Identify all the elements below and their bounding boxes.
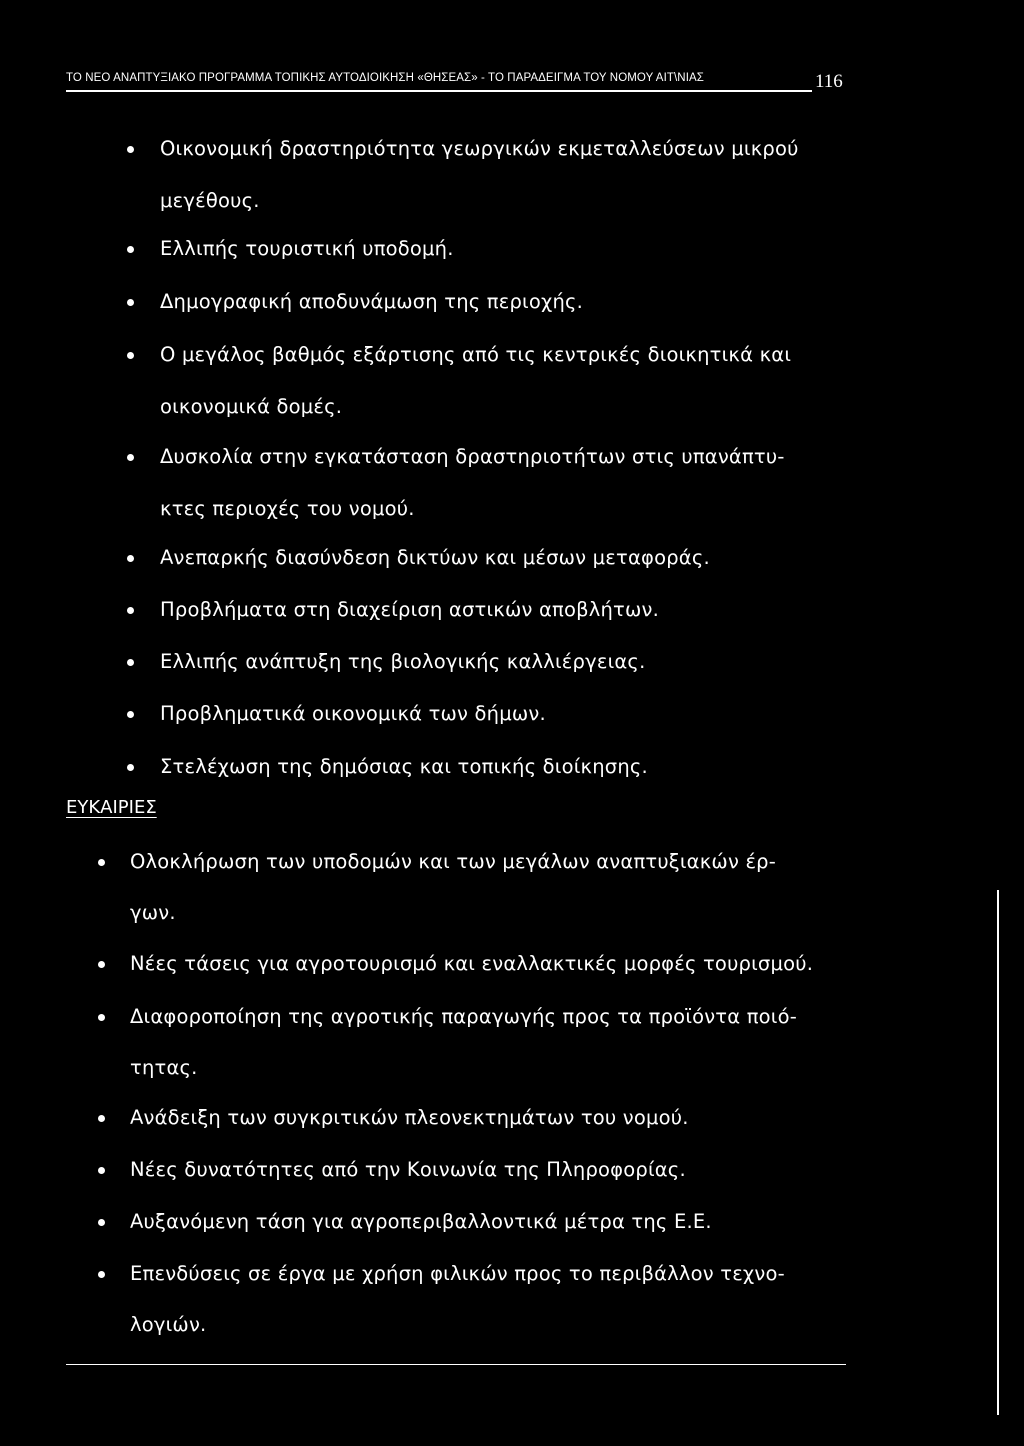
- list-item-line: Προβληματικά οικονομικά των δήμων.: [160, 702, 546, 725]
- running-header: ΤΟ ΝΕΟ ΑΝΑΠΤΥΞΙΑΚΟ ΠΡΟΓΡΑΜΜΑ ΤΟΠΙΚΗΣ ΑΥΤΟΔΙΟΙΚΗΣΗ «ΘΗΣΕΑΣ» - ΤΟ ΠΑΡΑΔΕΙΓΜΑ ΤΟΥ ΝΟΜΟΥ ΑΙΤ\ΝΙΑΣ: [66, 66, 812, 92]
- bullet-icon: [127, 146, 134, 153]
- bullet-icon: [127, 711, 134, 718]
- list-item-line: Στελέχωση της δημόσιας και τοπικής διοίκησης.: [160, 755, 648, 778]
- margin-rule: [997, 890, 999, 1415]
- list-item-line: Διαφοροποίηση της αγροτικής παραγωγής προς τα προϊόντα ποιό-: [130, 1005, 797, 1028]
- bullet-icon: [127, 454, 134, 461]
- list-item-line: Ανεπαρκής διασύνδεση δικτύων και μέσων μεταφοράς.: [160, 546, 710, 569]
- list-item-line: μεγέθους.: [160, 189, 260, 212]
- bullet-icon: [127, 555, 134, 562]
- bullet-icon: [98, 859, 105, 866]
- bullet-icon: [127, 299, 134, 306]
- bullet-icon: [127, 607, 134, 614]
- list-item-line: οικονομικά δομές.: [160, 395, 343, 418]
- bullet-icon: [98, 1014, 105, 1021]
- list-item-line: Επενδύσεις σε έργα με χρήση φιλικών προς το περιβάλλον τεχνο-: [130, 1262, 785, 1285]
- list-item-line: Ο μεγάλος βαθμός εξάρτισης από τις κεντρικές διοικητικά και: [160, 343, 792, 366]
- list-item-line: Δημογραφική αποδυνάμωση της περιοχής.: [160, 290, 584, 313]
- bullet-icon: [98, 961, 105, 968]
- list-item-line: Νέες τάσεις για αγροτουρισμό και εναλλακτικές μορφές τουρισμού.: [130, 952, 814, 975]
- bullet-icon: [127, 659, 134, 666]
- list-item-line: Δυσκολία στην εγκατάσταση δραστηριοτήτων στις υπανάπτυ-: [160, 445, 785, 468]
- list-item-line: Προβλήματα στη διαχείριση αστικών αποβλήτων.: [160, 598, 659, 621]
- bullet-icon: [127, 764, 134, 771]
- list-item-line: Αυξανόμενη τάση για αγροπεριβαλλοντικά μέτρα της Ε.Ε.: [130, 1210, 712, 1233]
- list-item-line: Ολοκλήρωση των υποδομών και των μεγάλων αναπτυξιακών έρ-: [130, 850, 776, 873]
- bullet-icon: [98, 1115, 105, 1122]
- list-item-line: γων.: [130, 901, 176, 924]
- list-item-line: λογιών.: [130, 1313, 207, 1336]
- bullet-icon: [98, 1167, 105, 1174]
- section-heading-opportunities: ΕΥΚΑΙΡΙΕΣ: [66, 797, 157, 818]
- list-item-line: Νέες δυνατότητες από την Κοινωνία της Πληροφορίας.: [130, 1158, 686, 1181]
- list-item-line: Οικονομική δραστηριότητα γεωργικών εκμεταλλεύσεων μικρού: [160, 137, 799, 160]
- bullet-icon: [127, 352, 134, 359]
- list-item-line: κτες περιοχές του νομού.: [160, 497, 415, 520]
- bottom-rule: [66, 1364, 846, 1365]
- bullet-icon: [127, 246, 134, 253]
- list-item-line: Ελλιπής τουριστική υποδομή.: [160, 237, 454, 260]
- list-item-line: τητας.: [130, 1056, 198, 1079]
- list-item-line: Ανάδειξη των συγκριτικών πλεονεκτημάτων του νομού.: [130, 1106, 689, 1129]
- list-item-line: Ελλιπής ανάπτυξη της βιολογικής καλλιέργειας.: [160, 650, 646, 673]
- page-number: 116: [815, 71, 843, 92]
- bullet-icon: [98, 1219, 105, 1226]
- bullet-icon: [98, 1271, 105, 1278]
